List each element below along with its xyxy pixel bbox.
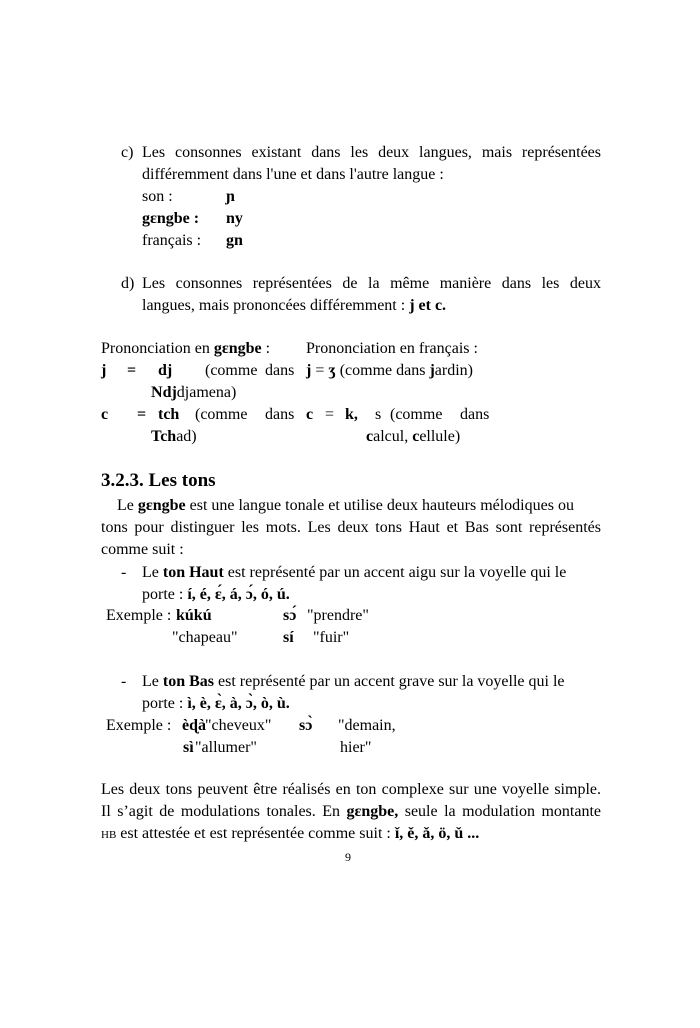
low-example-label: Exemple : [106, 717, 172, 734]
j-comme: (comme [205, 362, 258, 379]
tones-intro-1: Le gɛngbe est une langue tonale et utilise deux hauteurs mélodiques ou [117, 497, 574, 514]
c-right-dans: dans [460, 406, 490, 423]
tones-intro-3: comme suit : [101, 541, 184, 558]
gengbe-label: gɛngbe : [142, 210, 200, 227]
c-sound: tch [158, 406, 180, 423]
low-word-si: sì [183, 739, 194, 756]
c-right-s: s [375, 406, 382, 423]
c-eq: = [137, 406, 147, 423]
low-line-1: Le ton Bas est représenté par un accent grave sur la voyelle qui le [142, 673, 565, 690]
section-c-line-2: différemment dans l'une et dans l'autre langue : [142, 166, 444, 183]
son-label: son : [142, 188, 173, 205]
c-right-comme: (comme [390, 406, 443, 423]
high-word-si: sí [283, 629, 294, 646]
low-line-2: porte : ì, è, ɛ̀, à, ɔ̀, ò, ù. [142, 695, 290, 712]
son-value: ɲ [226, 188, 235, 205]
pron-right-header: Prononciation en français : [306, 340, 478, 357]
j-right: j = ʒ (comme dans jardin) [306, 362, 473, 379]
c-letter: c [101, 406, 109, 423]
low-word-eda: èɖà [182, 717, 206, 734]
pron-left-header: Prononciation en gɛngbe : [101, 340, 271, 357]
high-gloss-chapeau: "chapeau" [172, 629, 238, 646]
low-gloss-demain: "demain, [338, 717, 396, 734]
c-example: Tchad) [151, 428, 197, 445]
high-line-1: Le ton Haut est représenté par un accent aigu sur la voyelle qui le [142, 564, 567, 581]
c-dans: dans [265, 406, 295, 423]
gengbe-value: ny [226, 210, 243, 227]
section-d-line-2: langues, mais prononcées différemment : j et c. [142, 297, 447, 314]
c-right-eq: = [325, 406, 335, 423]
low-dash: - [121, 673, 127, 690]
section-d-marker: d) [121, 275, 135, 292]
complex-line-1: Les deux tons peuvent être réalisés en ton complexe sur une voyelle simple. [101, 781, 601, 798]
high-example-label: Exemple : [106, 607, 172, 624]
c-comme: (comme [195, 406, 248, 423]
high-gloss-prendre: "prendre" [307, 607, 369, 624]
c-right-example: calcul, cellule) [366, 428, 461, 445]
j-dans: dans [265, 362, 295, 379]
complex-line-2: Il s’agit de modulations tonales. En gɛngbe, seule la modulation montante [101, 803, 602, 820]
tones-intro-2: tons pour distinguer les mots. Les deux tons Haut et Bas sont représentés [101, 519, 601, 536]
high-gloss-fuir: "fuir" [313, 629, 350, 646]
low-gloss-allumer: "allumer" [195, 739, 257, 756]
low-word-so: sɔ̀ [299, 717, 313, 734]
c-right-letter: c [306, 406, 314, 423]
francais-label: français : [142, 232, 202, 249]
c-right-sound: k, [345, 406, 358, 423]
high-word-kuku: kúkú [176, 607, 212, 624]
section-d-line-1: Les consonnes représentées de la même manière dans les deux [142, 275, 601, 292]
section-c-line-1: Les consonnes existant dans les deux langues, mais représentées [142, 144, 601, 161]
tones-heading: 3.2.3. Les tons [101, 470, 216, 491]
francais-value: gn [226, 232, 243, 249]
j-letter: j [101, 362, 107, 379]
high-word-so: sɔ́ [283, 607, 297, 624]
j-eq: = [127, 362, 137, 379]
j-sound: dj [158, 362, 173, 379]
high-dash: - [121, 564, 127, 581]
page-number: 9 [345, 850, 351, 864]
section-c-marker: c) [121, 144, 134, 161]
low-gloss-cheveux: "cheveux" [205, 717, 272, 734]
complex-line-3: HB est attestée et est représentée comme suit : ǐ, ě, ǎ, ö, ǔ ... [101, 825, 480, 842]
low-gloss-hier: hier" [340, 739, 372, 756]
j-example: Ndjdjamena) [151, 384, 237, 401]
high-line-2: porte : í, é, ɛ́, á, ɔ́, ó, ú. [142, 586, 290, 603]
